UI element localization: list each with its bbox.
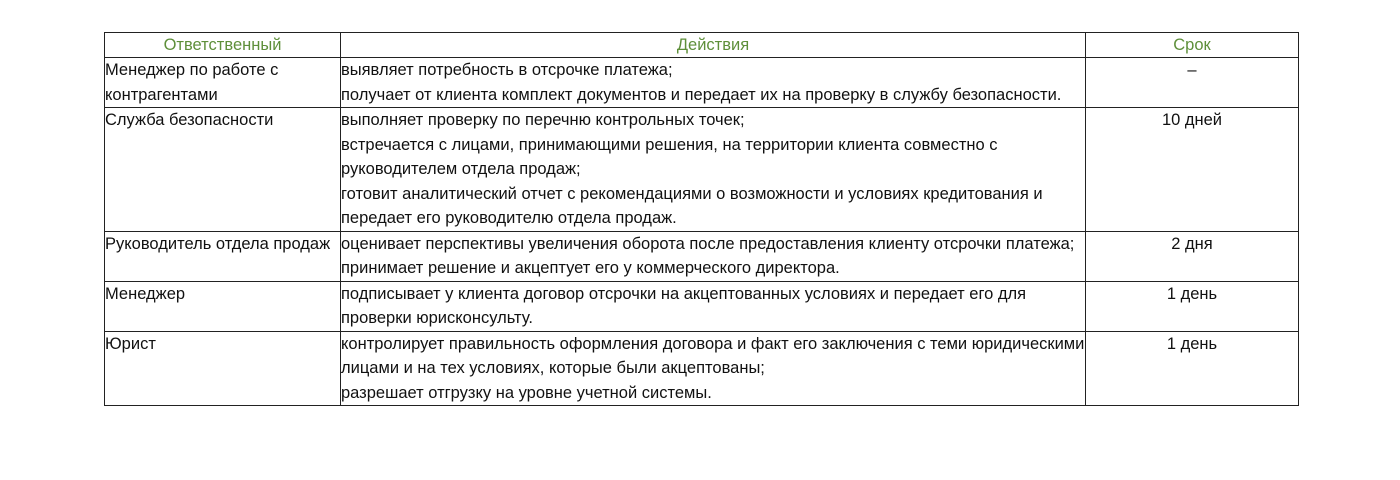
action-item: разрешает отгрузку на уровне учетной системы.	[341, 383, 712, 402]
header-term: Срок	[1086, 33, 1299, 58]
responsible-cell: Служба безопасности	[105, 108, 341, 232]
table-row	[105, 331, 1299, 406]
action-item: готовит аналитический отчет с рекомендациями о возможности и условиях кредитования и передает его руководителю отдела продаж.	[341, 184, 1043, 227]
action-item: принимает решение и акцептует его у коммерческого директора.	[341, 259, 840, 277]
term-cell: 1 день	[1086, 281, 1299, 331]
term-cell: –	[1086, 58, 1299, 108]
action-item: оценивает перспективы увеличения оборота после предоставления клиенту отсрочки платежа;	[341, 234, 1075, 253]
action-item: подписывает у клиента договор отсрочки на акцептованных условиях и передает его для проверки юрисконсульту.	[341, 284, 1027, 327]
action-item: контролирует правильность оформления договора и факт его заключения с теми юридическими лицами и на тех условиях, которые были акцептованы;	[341, 334, 1085, 377]
procedure-table	[104, 32, 1299, 406]
action-item: выявляет потребность в отсрочке платежа;	[341, 61, 673, 79]
actions-cell	[341, 108, 1086, 232]
actions-cell	[341, 58, 1086, 108]
action-item: встречается с лицами, принимающими решения, на территории клиента совместно с руководителем отдела продаж;	[341, 135, 998, 178]
header-responsible: Ответственный	[105, 33, 341, 58]
table-row	[105, 58, 1299, 108]
header-row	[105, 33, 1299, 58]
action-item: выполняет проверку по перечню контрольных точек;	[341, 111, 745, 129]
responsible-cell: Руководитель отдела продаж	[105, 231, 341, 281]
actions-cell	[341, 231, 1086, 281]
actions-cell	[341, 331, 1086, 406]
responsible-cell: Юрист	[105, 331, 341, 406]
actions-cell	[341, 281, 1086, 331]
responsible-cell: Менеджер по работе с контрагентами	[105, 58, 341, 108]
term-cell: 1 день	[1086, 331, 1299, 406]
term-cell: 10 дней	[1086, 108, 1299, 232]
header-actions: Действия	[341, 33, 1086, 58]
table-row	[105, 231, 1299, 281]
action-item: получает от клиента комплект документов и передает их на проверку в службу безопасности.	[341, 85, 1062, 104]
table-row	[105, 281, 1299, 331]
responsible-cell: Менеджер	[105, 281, 341, 331]
term-cell: 2 дня	[1086, 231, 1299, 281]
table-row	[105, 108, 1299, 232]
